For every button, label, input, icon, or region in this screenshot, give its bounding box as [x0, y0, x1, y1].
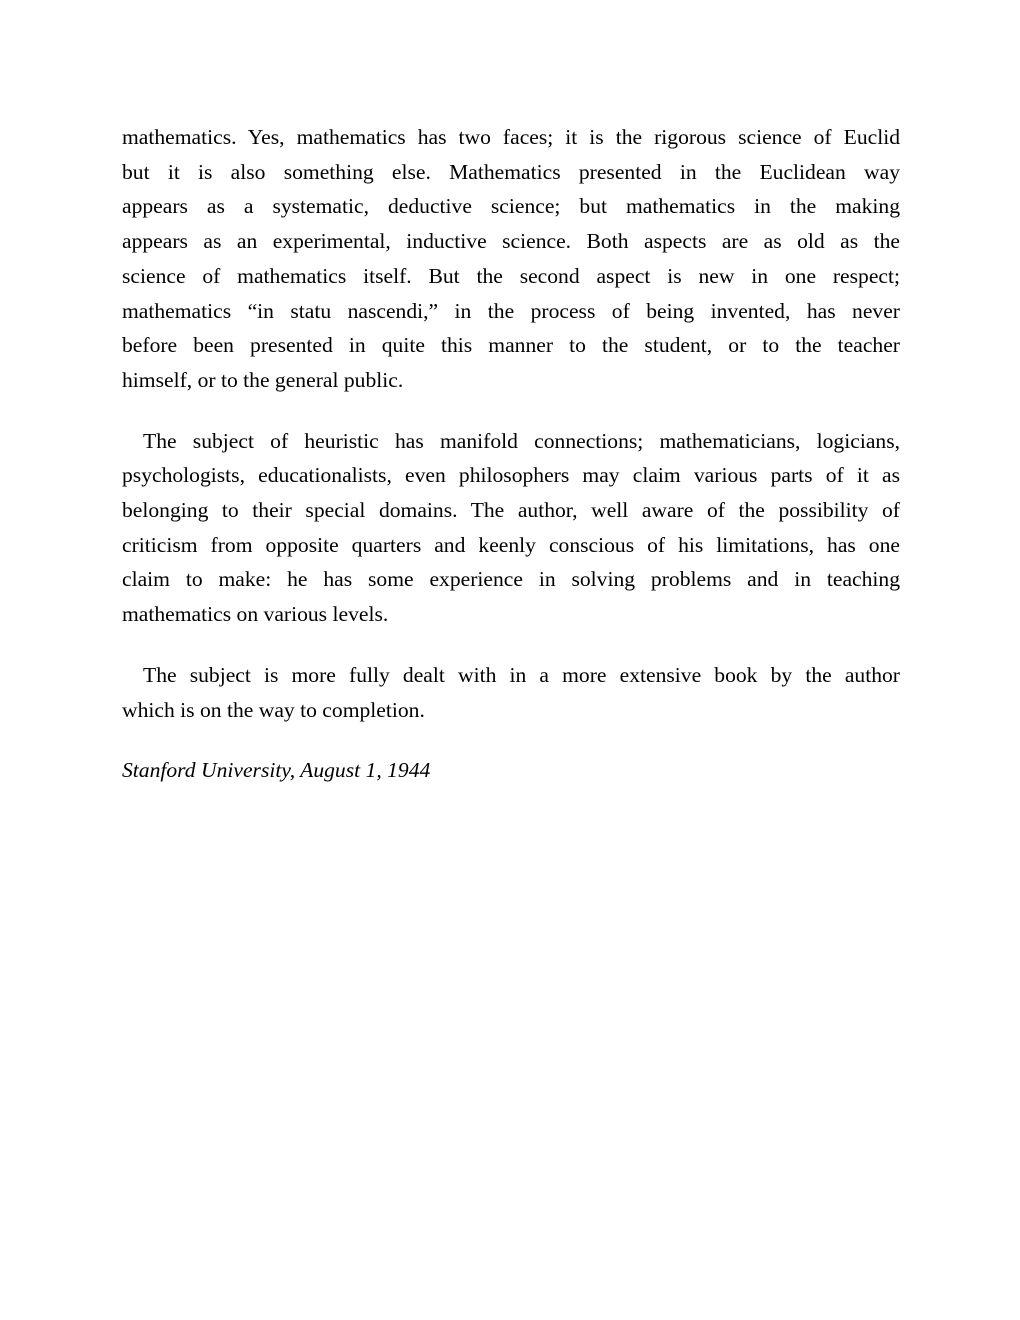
- text-line: psychologists, educationalists, even philosophers may claim various parts of it as: [122, 463, 900, 488]
- text-line: belonging to their special domains. The author, well aware of the possibility of: [122, 498, 900, 523]
- paragraph: [122, 120, 900, 398]
- text-line: but it is also something else. Mathematics presented in the Euclidean way: [122, 159, 900, 184]
- text-line: science of mathematics itself. But the second aspect is new in one respect;: [122, 263, 900, 288]
- text-line: which is on the way to completion.: [122, 697, 425, 722]
- text-line: mathematics. Yes, mathematics has two faces; it is the rigorous science of Euclid: [122, 125, 900, 149]
- text-line: claim to make: he has some experience in solving problems and in teaching: [122, 567, 900, 592]
- text-line: criticism from opposite quarters and keenly conscious of his limitations, has one: [122, 532, 900, 557]
- paragraphs-container: [122, 120, 900, 727]
- text-line: mathematics on various levels.: [122, 602, 389, 627]
- text-line: appears as a systematic, deductive science; but mathematics in the making: [122, 194, 900, 219]
- text-line: before been presented in quite this manner to the student, or to the teacher: [122, 333, 900, 358]
- text-line: The subject of heuristic has manifold connections; mathematicians, logicians,: [143, 428, 900, 453]
- text-line: appears as an experimental, inductive science. Both aspects are as old as the: [122, 229, 900, 254]
- paragraph: [122, 424, 900, 632]
- signature-line: Stanford University, August 1, 1944: [122, 758, 431, 783]
- text-line: The subject is more fully dealt with in a more extensive book by the author: [143, 662, 900, 687]
- text-line: himself, or to the general public.: [122, 367, 404, 392]
- text-line: mathematics “in statu nascendi,” in the process of being invented, has never: [122, 298, 900, 323]
- paragraph: [122, 658, 900, 727]
